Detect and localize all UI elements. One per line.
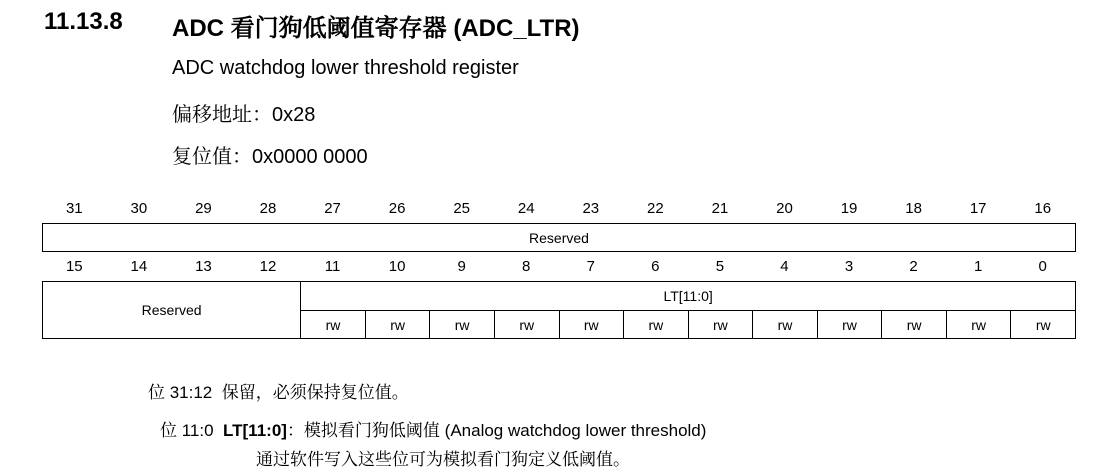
description-lt-detail: 通过软件写入这些位可为模拟看门狗定义低阈值。 [256,450,630,469]
access-rw: rw [817,311,882,339]
section-title: ADC 看门狗低阈值寄存器 (ADC_LTR) [172,15,580,42]
bit-number: 7 [586,258,595,275]
bit-number: 0 [1038,258,1047,275]
bit-number: 26 [388,200,406,217]
description-reserved-bits [148,378,409,403]
access-rw: rw [882,311,947,339]
reset-value: 复位值：0x0000 0000 [172,146,368,168]
bit-number: 4 [780,258,789,275]
bit-number: 19 [840,200,858,217]
access-rw: rw [946,311,1011,339]
field-name: LT[11:0] [223,421,287,440]
lower-bit-numbers [42,258,1075,275]
bit-number: 3 [844,258,854,275]
bit-number: 28 [259,200,277,217]
bit-number: 23 [582,200,600,217]
lower-register-table [42,281,1076,339]
bit-number: 25 [453,200,470,217]
access-rw: rw [753,311,818,339]
bit-description: ：模拟看门狗低阈值 (Analog watchdog lower threshold) [286,421,707,440]
access-rw: rw [624,311,689,339]
bit-range: 位 31:12 [148,383,213,402]
bit-number: 2 [909,258,918,275]
description-lt-bits [160,416,706,441]
reserved-field-upper: Reserved [43,224,1076,252]
bit-number: 20 [776,200,793,217]
access-rw: rw [365,311,430,339]
access-rw: rw [430,311,495,339]
bit-number: 10 [388,258,406,275]
bit-number: 6 [651,258,660,275]
access-rw: rw [559,311,624,339]
access-rw: rw [494,311,559,339]
bit-number: 13 [195,258,212,275]
register-english-name: ADC watchdog lower threshold register [172,57,519,79]
access-rw: rw [301,311,366,339]
bit-number: 29 [195,200,212,217]
reserved-field-lower: Reserved [43,282,301,339]
bit-number: 22 [647,200,664,217]
section-number: 11.13.8 [44,8,123,35]
bit-number: 14 [130,258,148,275]
upper-bit-numbers [42,200,1075,217]
bit-number: 17 [969,200,987,217]
bit-number: 15 [65,258,83,275]
bit-number: 30 [130,200,148,217]
lt-field: LT[11:0] [301,282,1076,311]
bit-range: 位 11:0 [160,421,214,440]
bit-number: 31 [65,200,83,217]
bit-number: 8 [522,258,531,275]
bit-number: 21 [711,200,729,217]
bit-number: 1 [973,258,983,275]
offset-address: 偏移地址：0x28 [172,104,316,126]
access-rw: rw [688,311,753,339]
bit-number: 11 [324,258,341,275]
bit-number: 5 [715,258,725,275]
bit-number: 18 [905,200,922,217]
bit-number: 24 [517,200,535,217]
bit-number: 12 [259,258,277,275]
bit-number: 27 [324,200,341,217]
bit-number: 9 [457,258,466,275]
upper-register-table [42,223,1076,252]
access-rw: rw [1011,311,1076,339]
bit-description: 保留，必须保持复位值。 [221,383,409,402]
bit-number: 16 [1034,200,1052,217]
